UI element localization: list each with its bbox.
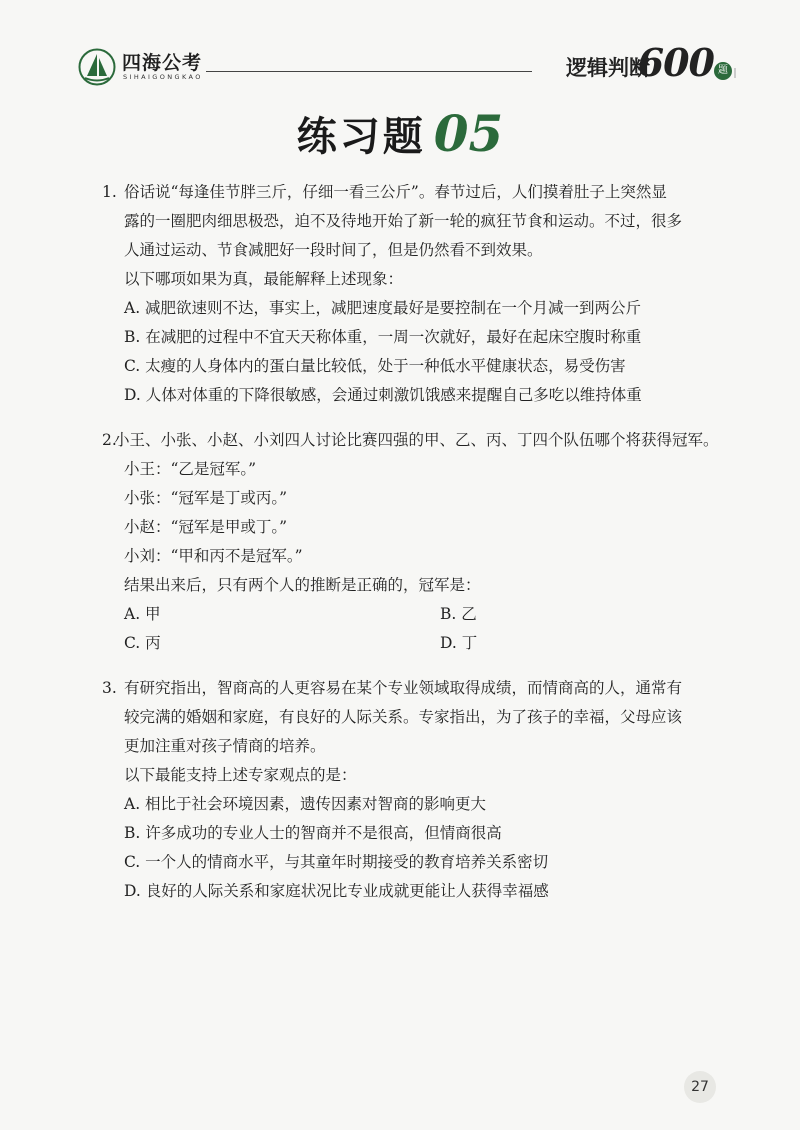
brand-name: 四海公考 (122, 52, 203, 74)
stem-line: 俗话说“每逢佳节胖三斤，仔细一看三公斤”。春节过后，人们摸着肚子上突然显 (124, 183, 667, 201)
series-title: 逻辑判断 (566, 56, 650, 80)
question-stem (102, 674, 702, 761)
stem-line: 较完满的婚姻和家庭，有良好的人际关系。专家指出，为了孩子的幸福，父母应该 (124, 708, 683, 726)
question-stem (102, 178, 702, 265)
option-c: C. 太瘦的人身体内的蛋白量比较低，处于一种低水平健康状态，易受伤害 (124, 357, 626, 375)
brand-subtitle: SIHAIGONGKAO (123, 73, 203, 81)
question-stem (102, 426, 719, 455)
option-b: B. 许多成功的专业人士的智商并不是很高，但情商很高 (124, 824, 502, 842)
page-title (0, 104, 800, 163)
header-edge-mark (734, 68, 742, 78)
question-number: 2. (102, 431, 117, 449)
stem-line: 有研究指出，智商高的人更容易在某个专业领域取得成绩，而情商高的人，通常有 (124, 679, 683, 697)
option-c: C. 丙 (124, 634, 161, 652)
page-title-text: 练习题 (296, 114, 426, 160)
option-grid (102, 600, 702, 658)
option-a: A. 相比于社会环境因素，遗传因素对智商的影响更大 (124, 795, 487, 813)
question-number: 1. (102, 183, 117, 201)
option-b: B. 在减肥的过程中不宜天天称体重，一周一次就好，最好在起床空腹时称重 (124, 328, 642, 346)
option-d: D. 人体对体重的下降很敏感，会通过刺激饥饿感来提醒自己多吃以维持体重 (124, 386, 642, 404)
option-d: D. 良好的人际关系和家庭状况比专业成就更能让人获得幸福感 (124, 882, 549, 900)
stem-line: 小王、小张、小赵、小刘四人讨论比赛四强的甲、乙、丙、丁四个队伍哪个将获得冠军。 (114, 431, 719, 449)
page-title-number: 05 (433, 104, 504, 163)
stem-line: 露的一圈肥肉细思极恐，迫不及待地开始了新一轮的疯狂节食和运动。不过，很多 (124, 212, 683, 230)
page-number: 27 (684, 1071, 716, 1103)
question-list (102, 178, 719, 922)
statement-xiaowang: 小王：“乙是冠军。” (124, 460, 257, 478)
question-number: 3. (102, 679, 117, 697)
statement-xiaozhao: 小赵：“冠军是甲或丁。” (124, 518, 288, 536)
question-prompt: 以下最能支持上述专家观点的是： (124, 766, 357, 784)
statement-xiaoliu: 小刘：“甲和丙不是冠军。” (124, 547, 303, 565)
question-2 (102, 426, 719, 658)
sailboat-logo-icon (78, 48, 116, 86)
option-a: A. 甲 (124, 605, 161, 623)
statement-xiaozhang: 小张：“冠军是丁或丙。” (124, 489, 288, 507)
series-number: 600 (637, 40, 714, 85)
question-3 (102, 674, 702, 906)
option-a: A. 减肥欲速则不达，事实上，减肥速度最好是要控制在一个月减一到两公斤 (124, 299, 642, 317)
header-divider (206, 71, 532, 72)
page-header (78, 42, 728, 92)
option-b: B. 乙 (440, 605, 477, 623)
series-suffix-badge: 题 (714, 62, 732, 80)
option-d: D. 丁 (440, 634, 478, 652)
stem-line: 更加注重对孩子情商的培养。 (124, 737, 326, 755)
question-1 (102, 178, 702, 410)
question-prompt: 以下哪项如果为真，最能解释上述现象： (124, 270, 404, 288)
option-c: C. 一个人的情商水平，与其童年时期接受的教育培养关系密切 (124, 853, 549, 871)
stem-line: 人通过运动、节食减肥好一段时间了，但是仍然看不到效果。 (124, 241, 543, 259)
question-prompt: 结果出来后，只有两个人的推断是正确的，冠军是： (124, 576, 481, 594)
